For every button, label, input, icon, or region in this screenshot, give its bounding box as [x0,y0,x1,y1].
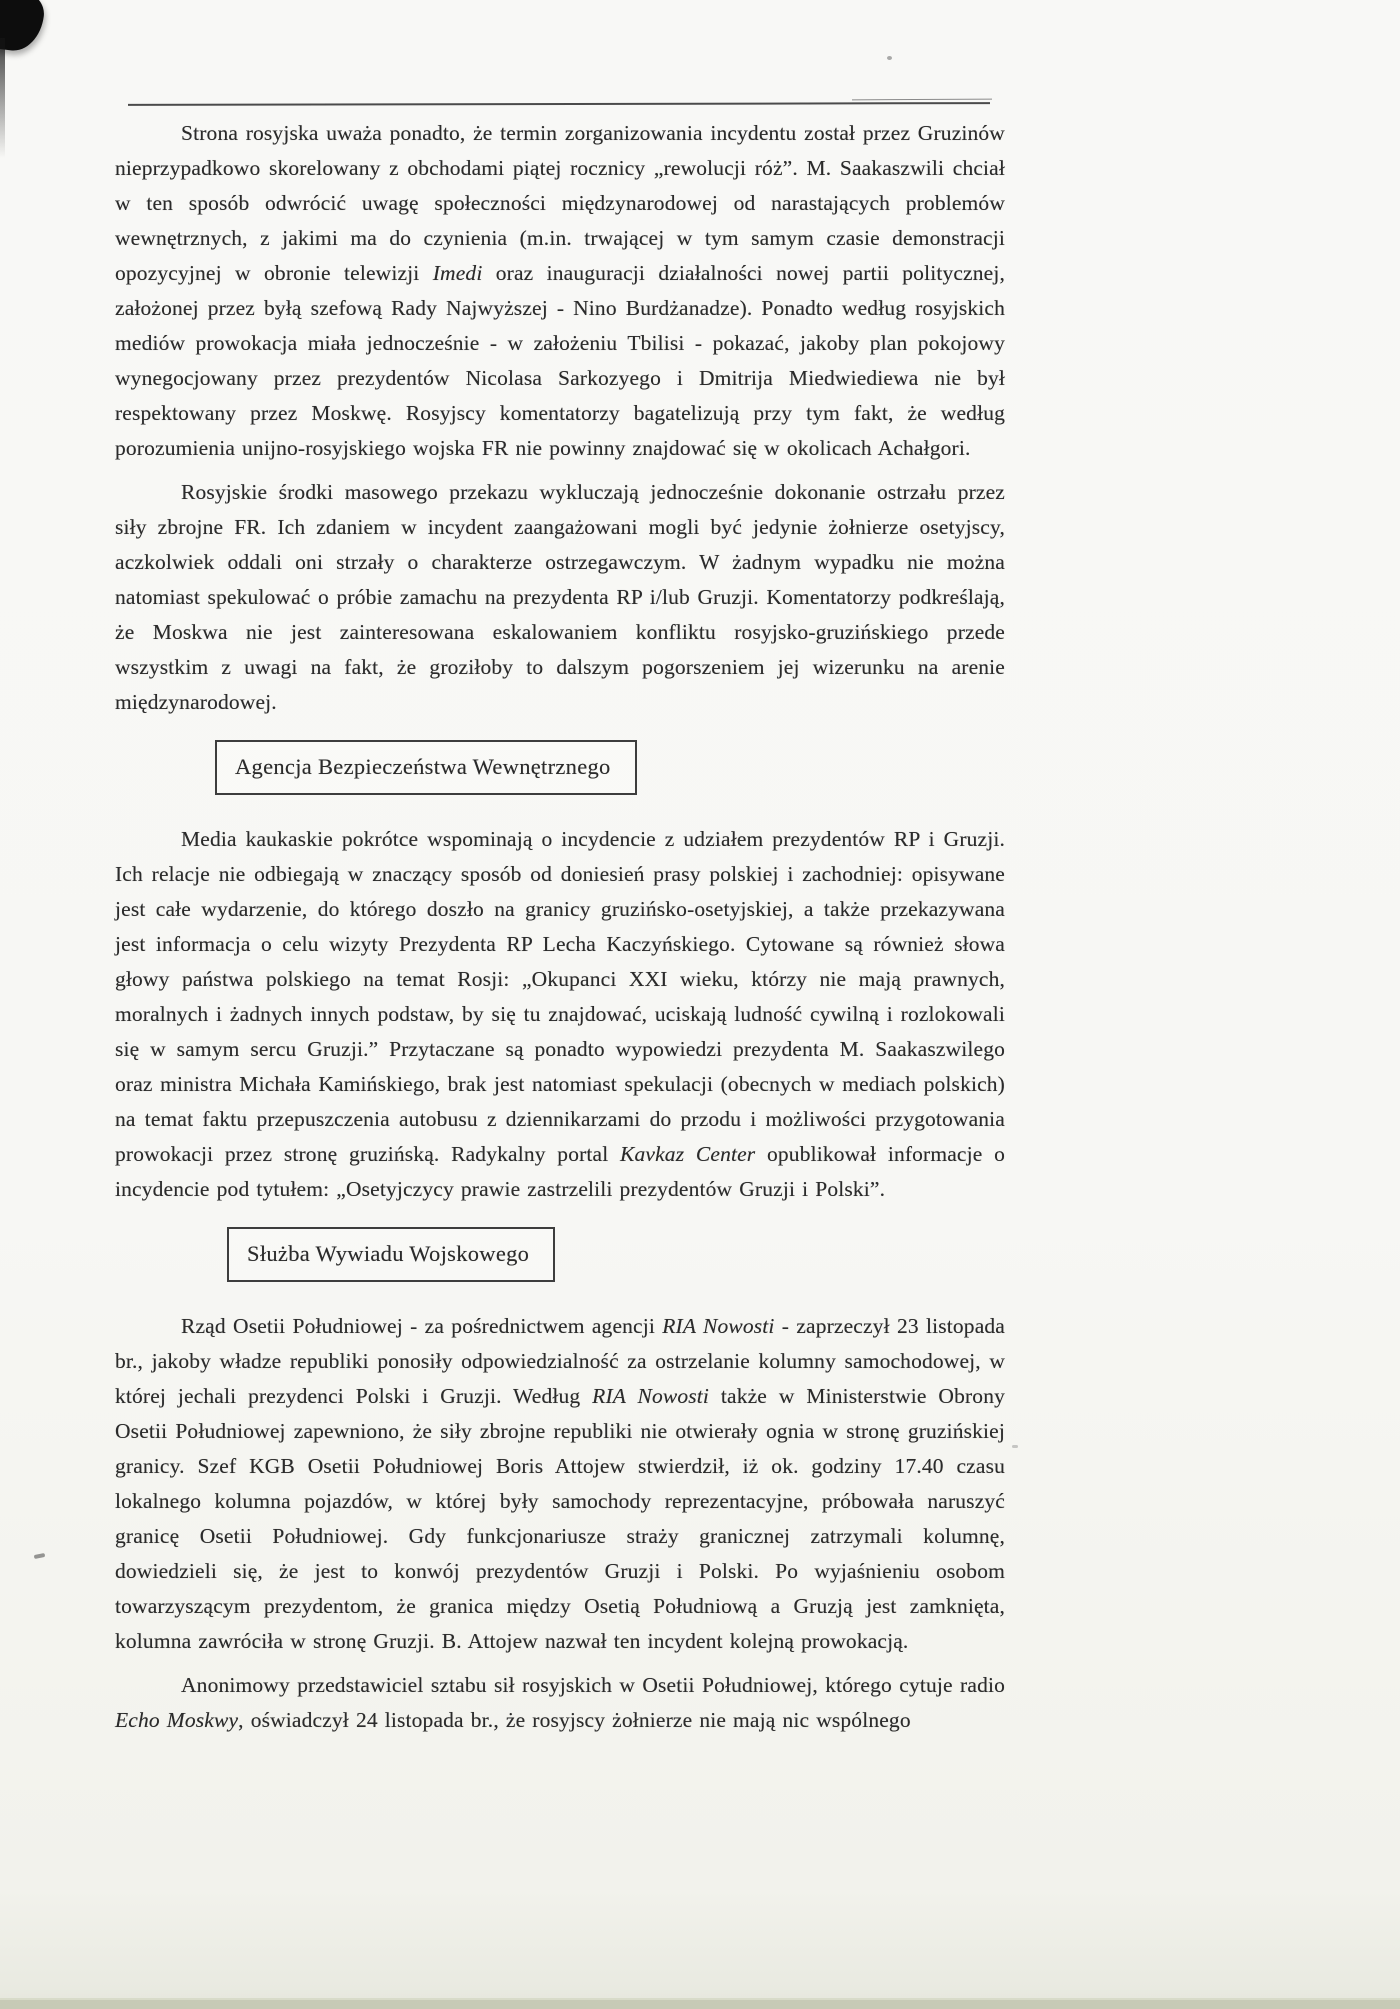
section-heading-box-abw [215,740,637,795]
text-segment: także w Ministerstwie Obrony Osetii Południowej zapewniono, że siły zbrojne republiki nie otwierały ognia w stronę gruzińskiej granicy. Szef KGB Osetii Południowej Boris Attojew stwierdził, iż ok. godziny 17.40 czasu lokalnego kolumna pojazdów, w której były samochody reprezentacyjne, próbowała naruszyć granicę Osetii Południowej. Gdy funkcjonariusze straży granicznej zatrzymali kolumnę, dowiedzieli się, że jest to konwój prezydentów Gruzji i Polski. Po wyjaśnieniu osobom towarzyszącym prezydentom, że granica między Osetią Południową a Gruzją jest zamknięta, kolumna zawróciła w stronę Gruzji. B. Attojew nazwał ten incydent kolejną prowokacją. [115,1384,1006,1653]
text-segment: Anonimowy przedstawiciel sztabu sił rosyjskich w Osetii Południowej, którego cytuje radio [181,1673,1005,1697]
section-heading-abw [115,740,1005,795]
document-body [115,116,1005,1747]
scan-edge-bottom-strip [0,1998,1400,2009]
text-segment: , oświadczył 24 listopada br., że rosyjscy żołnierze nie mają nic wspólnego [238,1708,911,1732]
paragraph-russian-media-exclude-shelling [115,475,1005,720]
header-horizontal-rule [128,102,990,106]
scan-artifact-edge-streak [0,38,5,158]
text-segment: opublikował informacje o incydencie pod tytułem: „Osetyjczycy prawie zastrzelili prezydentów Gruzji i Polski”. [115,1142,1006,1201]
section-heading-sww [115,1227,1005,1282]
paragraph-south-ossetia-government [115,1309,1005,1659]
scan-speck [887,56,892,60]
text-segment-italic: Echo Moskwy [115,1708,239,1732]
text-segment: Rosyjskie środki masowego przekazu wykluczają jednocześnie dokonanie ostrzału przez siły zbrojne FR. Ich zdaniem w incydent zaangażowani mogli być jedynie żołnierze osetyjscy, aczkolwiek oddali oni strzały o charakterze ostrzegawczym. W żadnym wypadku nie można natomiast spekulować o próbie zamachu na prezydenta RP i/lub Gruzji. Komentatorzy podkreślają, że Moskwa nie jest zainteresowana eskalowaniem konfliktu rosyjsko-gruzińskiego przede wszystkim z uwagi na fakt, że groziłoby to dalszym pogorszeniem jej wizerunku na arenie międzynarodowej. [115,480,1005,714]
section-heading-label: Służba Wywiadu Wojskowego [247,1241,530,1266]
paragraph-russian-side-rose-revolution [115,116,1005,466]
text-segment-italic: RIA Nowosti [592,1384,710,1408]
text-segment-italic: RIA Nowosti [662,1314,775,1338]
scan-speck [34,1553,46,1559]
section-heading-box-sww [227,1227,555,1282]
text-segment-italic: Imedi [432,261,483,285]
text-segment: Strona rosyjska uważa ponadto, że termin zorganizowania incydentu został przez Gruzinów nieprzypadkowo skorelowany z obchodami piątej rocznicy „rewolucji róż”. M. Saakaszwili chciał w ten sposób odwrócić uwagę społeczności międzynarodowej od narastających problemów wewnętrznych, z jakimi ma do czynienia (m.in. trwającej w tym samym czasie demonstracji opozycyjnej w obronie telewizji [115,121,1005,285]
text-segment: - zaprzeczył 23 listopada br., jakoby władze republiki ponosiły odpowiedzialność za ostrzelanie kolumny samochodowej, w której jechali prezydenci Polski i Gruzji. Według [115,1314,1005,1408]
header-horizontal-rule-echo [852,99,992,101]
section-heading-label: Agencja Bezpieczeństwa Wewnętrznego [235,754,611,779]
text-segment: Rząd Osetii Południowej - za pośrednictwem agencji [181,1314,663,1338]
paragraph-caucasus-media [115,822,1005,1207]
text-segment: oraz inauguracji działalności nowej partii politycznej, założonej przez byłą szefową Rady Najwyższej - Nino Burdżanadze). Ponadto według rosyjskich mediów prowokacja miała jednocześnie - w założeniu Tbilisi - pokazać, jakoby plan pokojowy wynegocjowany przez prezydentów Nicolasa Sarkozyego i Dmitrija Miedwiediewa nie był respektowany przez Moskwę. Rosyjscy komentatorzy bagatelizują przy tym fakt, że według porozumienia unijno-rosyjskiego wojska FR nie powinny znajdować się w okolicach Achałgori. [115,261,1005,460]
scan-artifact-corner-blob [0,0,46,54]
text-segment-italic: Kavkaz Center [620,1142,756,1166]
text-segment: Media kaukaskie pokrótce wspominają o incydencie z udziałem prezydentów RP i Gruzji. Ich relacje nie odbiegają w znaczący sposób od doniesień prasy polskiej i zachodniej: opisywane jest całe wydarzenie, do którego doszło na granicy gruzińsko-osetyjskiej, a także przekazywana jest informacja o celu wizyty Prezydenta RP Lecha Kaczyńskiego. Cytowane są również słowa głowy państwa polskiego na temat Rosji: „Okupanci XXI wieku, którzy nie mają prawnych, moralnych i żadnych innych podstaw, by się tu znajdować, uciskają ludność cywilną i rozlokowali się w samym sercu Gruzji.” Przytaczane są ponadto wypowiedzi prezydenta M. Saakaszwilego oraz ministra Michała Kamińskiego, brak jest natomiast spekulacji (obecnych w mediach polskich) na temat faktu przepuszczenia autobusu z dziennikarzami do przodu i możliwości przygotowania prowokacji przez stronę gruzińską. Radykalny portal [115,827,1005,1166]
paragraph-anonymous-representative [115,1668,1005,1738]
scan-speck [1012,1445,1018,1448]
